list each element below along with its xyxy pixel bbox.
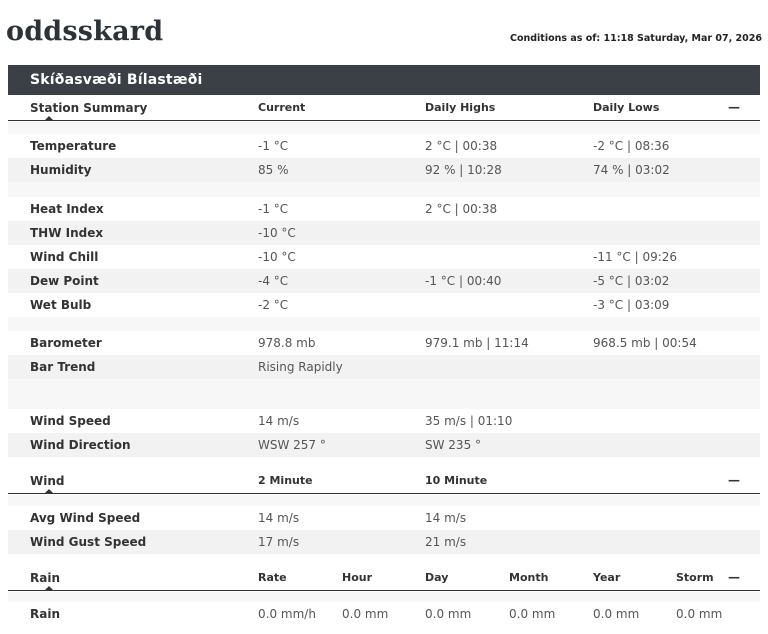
caret-up-icon xyxy=(44,116,54,121)
col-2-minute: 2 Minute xyxy=(258,474,313,487)
table-row: Temperature -1 °C 2 °C | 00:38 -2 °C | 08:36 xyxy=(30,139,670,153)
group-spacer xyxy=(8,592,760,602)
section-title: Station Summary xyxy=(30,101,148,115)
caret-up-icon xyxy=(44,489,54,494)
col-hour: Hour xyxy=(342,571,373,584)
table-row: Heat Index -1 °C 2 °C | 00:38 xyxy=(30,202,498,216)
group-spacer xyxy=(8,379,760,409)
group-spacer xyxy=(8,182,760,197)
table-row: Avg Wind Speed 14 m/s 14 m/s xyxy=(30,511,467,525)
location-title: Skíðasvæði Bílastæði xyxy=(30,72,203,88)
col-daily-highs: Daily Highs xyxy=(425,101,496,114)
section-title: Wind xyxy=(30,474,65,488)
table-row: Humidity 85 % 92 % | 10:28 74 % | 03:02 xyxy=(8,158,760,182)
page-header xyxy=(0,0,768,64)
col-storm: Storm xyxy=(676,571,714,584)
col-10-minute: 10 Minute xyxy=(425,474,488,487)
table-row: Dew Point -4 °C -1 °C | 00:40 -5 °C | 03:02 xyxy=(8,269,760,293)
section-title: Rain xyxy=(30,571,60,585)
col-rate: Rate xyxy=(258,571,287,584)
table-row: Wind Direction WSW 257 ° SW 235 ° xyxy=(8,433,760,457)
col-day: Day xyxy=(425,571,449,584)
col-year: Year xyxy=(593,571,621,584)
group-spacer xyxy=(8,495,760,506)
col-daily-lows: Daily Lows xyxy=(593,101,660,114)
table-row: Wet Bulb -2 °C -3 °C | 03:09 xyxy=(30,298,670,312)
collapse-button[interactable]: — xyxy=(728,473,740,487)
group-spacer xyxy=(8,317,760,331)
group-spacer xyxy=(8,122,760,134)
table-row: Wind Speed 14 m/s 35 m/s | 01:10 xyxy=(30,414,513,428)
table-row: THW Index -10 °C xyxy=(8,221,760,245)
collapse-button[interactable]: — xyxy=(728,100,740,114)
table-row: Bar Trend Rising Rapidly xyxy=(8,355,760,379)
table-row: Rain 0.0 mm/h 0.0 mm 0.0 mm 0.0 mm 0.0 mm 0.0 mm xyxy=(30,607,723,621)
table-row: Wind Gust Speed 17 m/s 21 m/s xyxy=(8,530,760,554)
wind-header xyxy=(8,469,760,494)
station-name: oddsskard xyxy=(6,16,164,47)
station-summary-header xyxy=(8,96,760,121)
col-current: Current xyxy=(258,101,306,114)
rain-header xyxy=(8,566,760,591)
conditions-timestamp: Conditions as of: 11:18 Saturday, Mar 07, 2026 xyxy=(509,33,762,44)
location-banner xyxy=(8,65,760,95)
caret-up-icon xyxy=(44,586,54,591)
table-row: Barometer 978.8 mb 979.1 mb | 11:14 968.5 mb | 00:54 xyxy=(30,336,697,350)
col-month: Month xyxy=(509,571,549,584)
collapse-button[interactable]: — xyxy=(728,570,740,584)
table-row: Wind Chill -10 °C -11 °C | 09:26 xyxy=(30,250,678,264)
